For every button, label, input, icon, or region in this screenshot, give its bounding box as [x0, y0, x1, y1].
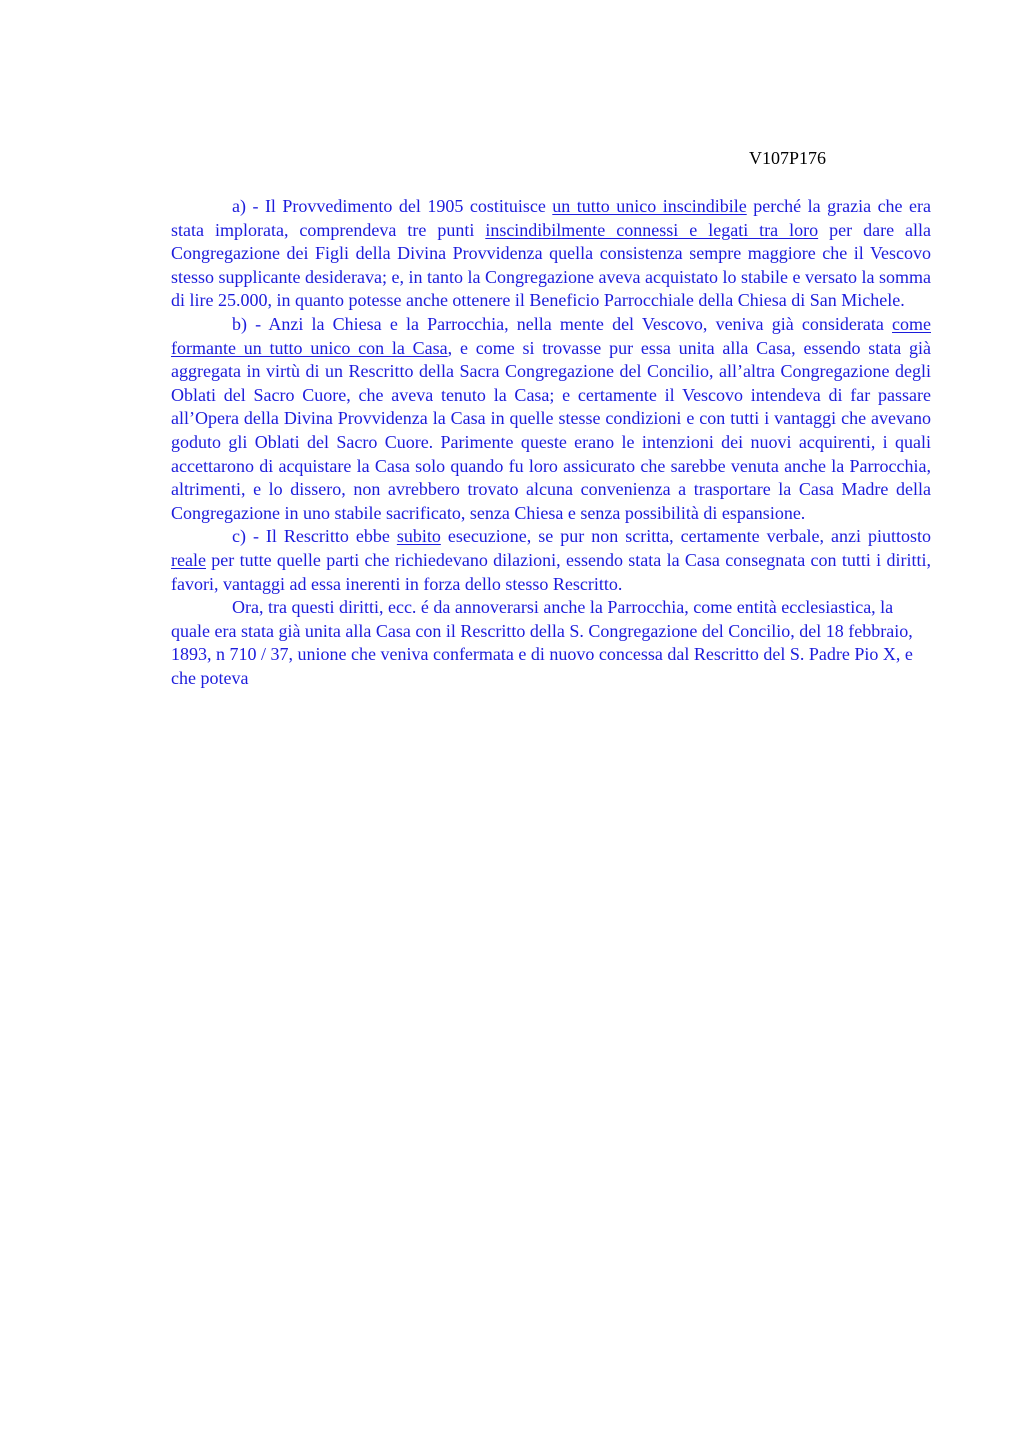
paragraph-a-text-1: a) - Il Provvedimento del 1905 costituisce [232, 196, 553, 216]
paragraph-b [171, 313, 931, 525]
paragraph-c-underlined-1: subito [396, 526, 441, 547]
paragraph-a-underlined-1: un tutto unico inscindibile [552, 196, 747, 216]
paragraph-a-underlined-2: inscindibilmente connessi e legati tra loro [485, 219, 819, 240]
document-body [171, 195, 931, 690]
paragraph-c-text-2: esecuzione, se pur non scritta, certamente verbale, anzi piuttosto [440, 526, 931, 547]
page-reference: V107P176 [749, 148, 827, 168]
paragraph-b-underlined-1: come formante un tutto unico con la Casa [171, 313, 931, 358]
paragraph-a-text-3: per dare alla Congregazione dei Figli della Divina Provvidenza quella consistenza sempre maggiore che il Vescovo stesso supplicante desiderava; e, in tanto la Congregazione aveva acquistato lo stabile e versato la somma di lire 25.000, in quanto potesse anche ottenere il Beneficio Parrocchiale della Chiesa di San Michele. [171, 219, 932, 311]
paragraph-c-underlined-2: reale [171, 549, 206, 570]
paragraph-c-text-3: per tutte quelle parti che richiedevano dilazioni, essendo stata la Casa consegnata con tutti i diritti, favori, vantaggi ad essa inerenti in forza dello stesso Rescritto. [171, 549, 931, 594]
paragraph-a-text-2: perché la grazia che era stata implorata, comprendeva tre punti [171, 196, 932, 240]
paragraph-d [171, 596, 931, 690]
paragraph-b-text-1: b) - Anzi la Chiesa e la Parrocchia, nella mente del Vescovo, veniva già considerata [232, 313, 893, 334]
paragraph-a [171, 195, 931, 313]
paragraph-c-text-1: c) - Il Rescritto ebbe [232, 526, 397, 547]
paragraph-c [171, 525, 931, 596]
paragraph-b-text-2: , e come si trovasse pur essa unita alla Casa, essendo stata già aggregata in virtù di un Rescritto della Sacra Congregazione del Concilio, all’altra Congregazione degli Oblati del Sacro Cuore, che aveva tenuto la Casa; e certamente il Vescovo intendeva di far passare all’Opera della Divina Provvidenza la Casa in quelle stesse condizioni e con tutti i vantaggi che avevano goduto gli Oblati del Sacro Cuore. Parimente queste erano le intenzioni dei nuovi acquirenti, i quali accettarono di acquistare la Casa solo quando fu loro assicurato che sarebbe venuta anche la Parrocchia, altrimenti, e lo dissero, non avrebbero trovato alcuna convenienza a trasportare la Casa Madre della Congregazione in uno stabile sacrificato, senza Chiesa e senza possibilità di espansione. [171, 337, 931, 523]
paragraph-d-text-1: Ora, tra questi diritti, ecc. é da annoverarsi anche la Parrocchia, come entità ecclesiastica, la quale era stata già unita alla Casa con il Rescritto della S. Congregazione del Concilio, del 18 febbraio, 1893, n 710 / 37, unione che veniva confermata e di nuovo concessa dal Rescritto del S. Padre Pio X, e che poteva [171, 597, 913, 688]
